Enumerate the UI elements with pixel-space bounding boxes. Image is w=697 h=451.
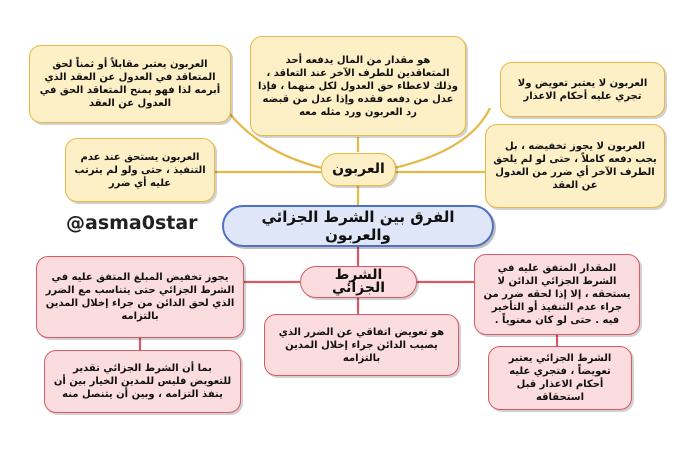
penalty-item-2 bbox=[264, 314, 459, 376]
penalty-item-3-text: المقدار المتفق عليه في الشرط الجزائي الدائن لا يستحقه ، إلا إذا لحقه ضرر من جراء عدم التنفيذ أو التأخير فيه . حتى لو كان معنوياً . bbox=[483, 263, 631, 326]
penalty-hub-label: الشرط الجزائي bbox=[331, 267, 386, 296]
penalty-item-4-text: بما أن الشرط الجزائي تقدير للتعويض فليس للمدين الخيار بين أن ينفذ التزامه ، وبين أن يتنصل منه bbox=[53, 363, 232, 400]
penalty-hub bbox=[300, 266, 417, 298]
penalty-item-1 bbox=[36, 256, 244, 338]
arbon-item-2-text: هو مقدار من المال يدفعه أحد المتعاقدين للطرف الآخر عند التعاقد ، وذلك لاعطاء حق العدول لكل منهما ، فإذا عدل من دفعه فقده وإذا عدل من قبضه رد العربون ورد مثله معه bbox=[258, 54, 458, 118]
center-title: الفرق بين الشرط الجزائي والعربون bbox=[261, 208, 455, 244]
arbon-item-5-text: العربون لا يجوز تخفيضه ، بل يجب دفعه كاملاً ، حتى لو لم يلحق الطرف الآخر أي ضرر من العدول عن العقد bbox=[493, 141, 657, 191]
penalty-item-5 bbox=[488, 346, 632, 410]
arbon-item-4 bbox=[65, 138, 215, 202]
arbon-item-4-text: العربون يستحق عند عدم التنفيذ ، حتى ولو لم يترتب عليه أي ضرر bbox=[74, 151, 206, 189]
penalty-item-3 bbox=[474, 254, 640, 335]
arbon-item-3 bbox=[500, 62, 665, 117]
penalty-item-4 bbox=[44, 350, 241, 413]
penalty-item-1-text: يجوز تخفيض المبلغ المتفق عليه في الشرط الجزائي حتى يتناسب مع الضرر الذي لحق الدائن من جراء إخلال المدين بالتزامه bbox=[45, 272, 235, 322]
arbon-item-5 bbox=[485, 124, 665, 208]
arbon-item-1 bbox=[29, 45, 231, 123]
penalty-item-5-text: الشرط الجزائي يعتبر تعويضاً ، فتجري عليه أحكام الاعذار قبل استحقاقه bbox=[508, 353, 612, 403]
center-title-box bbox=[222, 205, 494, 247]
penalty-item-2-text: هو تعويض اتفاقي عن الضرر الذي يصيب الدائن جراء إخلال المدين بالتزامه bbox=[278, 326, 445, 364]
arbon-item-1-text: العربون يعتبر مقابلاً أو ثمناً لحق المتعاقد في العدول عن العقد الذي أبرمه لذا فهو يمنح المتعاقد الحق في العدول عن العقد bbox=[39, 59, 221, 109]
arbon-hub bbox=[321, 153, 396, 186]
author-handle: @asma0star bbox=[66, 212, 198, 234]
arbon-item-3-text: العربون لا يعتبر تعويض ولا تجري عليه أحكام الاعذار bbox=[517, 77, 648, 102]
arbon-item-2 bbox=[250, 36, 466, 136]
arbon-hub-label: العربون bbox=[332, 161, 385, 177]
